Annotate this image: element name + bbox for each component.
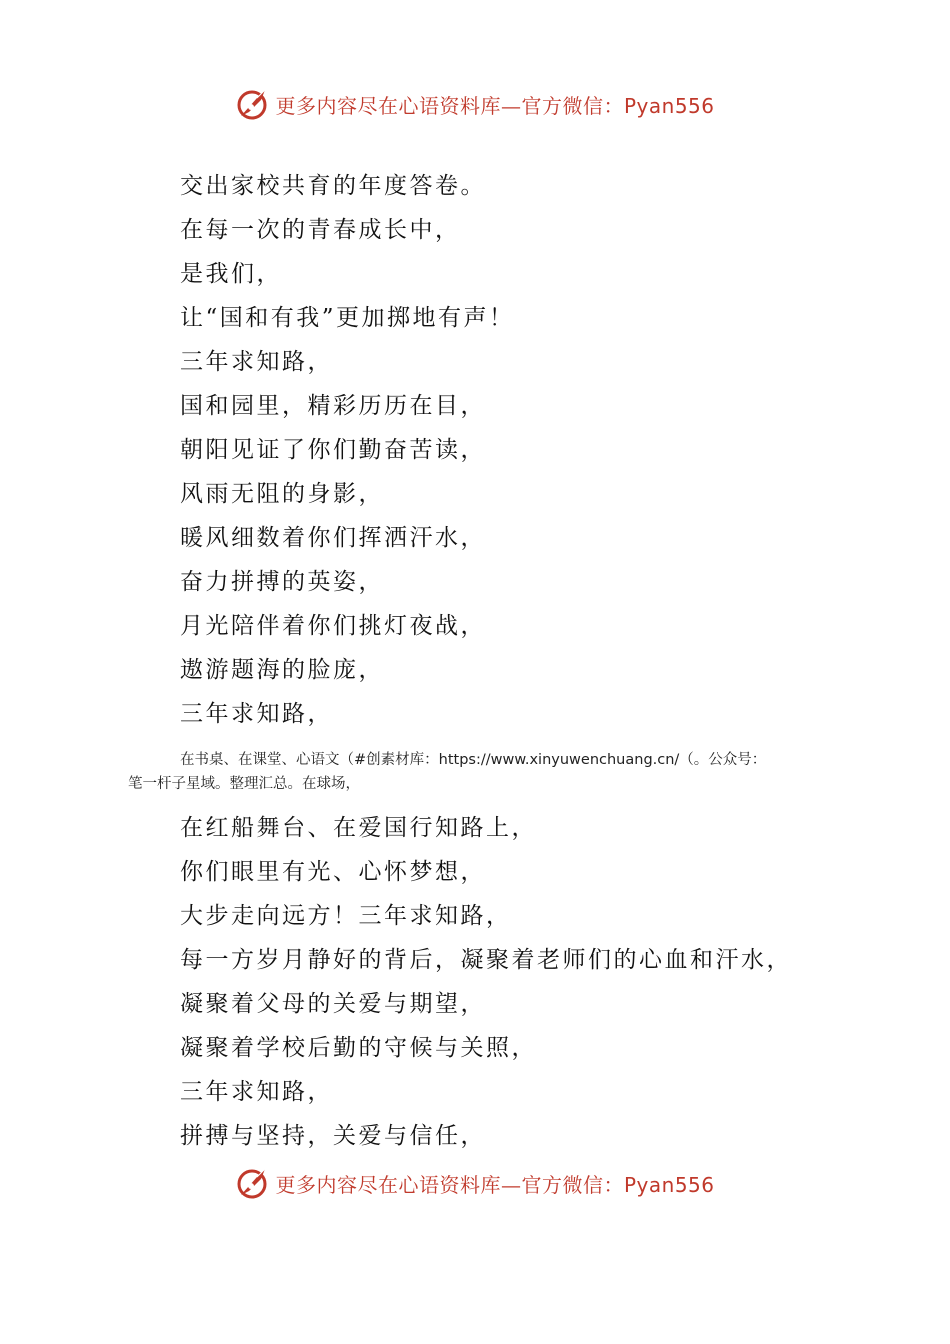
text-line: 朝阳见证了你们勤奋苦读， (180, 437, 486, 463)
text-line: 拼搏与坚持，关爱与信任， (180, 1123, 486, 1149)
header-banner-text (275, 90, 714, 119)
source-note-line-1: 在书桌、在课堂、心语文（#创素材库：https://www.xinyuwenchuang.cn/（。公众号： (180, 752, 767, 768)
text-line: 交出家校共育的年度答卷。 (180, 173, 486, 199)
text-line: 凝聚着父母的关爱与期望， (180, 991, 486, 1017)
text-line: 月光陪伴着你们挑灯夜战， (180, 613, 486, 639)
footer-wechat-id: Pyan556 (623, 1172, 715, 1197)
source-note (128, 738, 888, 808)
text-line: 遨游题海的脸庞， (180, 657, 384, 683)
footer-wechat-label: 官方微信： (521, 1172, 624, 1197)
text-line: 奋力拼搏的英姿， (180, 569, 384, 595)
source-note-line-2: 笔一杆子星域。整理汇总。在球场， (128, 776, 360, 792)
header-dash: — (500, 93, 522, 118)
text-line: 是我们， (180, 261, 282, 287)
text-line: 让“国和有我”更加掷地有声！ (180, 305, 515, 331)
footer-banner (0, 1163, 950, 1203)
text-line: 风雨无阻的身影， (180, 481, 384, 507)
text-line: 在每一次的青春成长中， (180, 217, 461, 243)
header-banner (0, 84, 950, 124)
text-line: 在红船舞台、在爱国行知路上， (180, 815, 537, 841)
header-wechat-id: Pyan556 (623, 93, 715, 118)
text-line: 三年求知路， (180, 1079, 333, 1105)
text-line: 大步走向远方！三年求知路， (180, 903, 512, 929)
header-site-name: 更多内容尽在心语资料库 (275, 93, 501, 118)
text-line: 凝聚着学校后勤的守候与关照， (180, 1035, 537, 1061)
footer-banner-text (275, 1169, 714, 1198)
text-line: 三年求知路， (180, 701, 333, 727)
text-line: 暖风细数着你们挥洒汗水， (180, 525, 486, 551)
footer-site-name: 更多内容尽在心语资料库 (275, 1172, 501, 1197)
header-wechat-label: 官方微信： (521, 93, 624, 118)
text-line: 你们眼里有光、心怀梦想， (180, 859, 486, 885)
text-line: 每一方岁月静好的背后，凝聚着老师们的心血和汗水， (180, 947, 792, 973)
text-line: 三年求知路， (180, 349, 333, 375)
text-line: 国和园里，精彩历历在目， (180, 393, 486, 419)
quill-pen-logo-icon (235, 86, 271, 122)
footer-dash: — (500, 1172, 522, 1197)
document-body (128, 166, 880, 1160)
quill-pen-logo-icon (235, 1165, 271, 1201)
